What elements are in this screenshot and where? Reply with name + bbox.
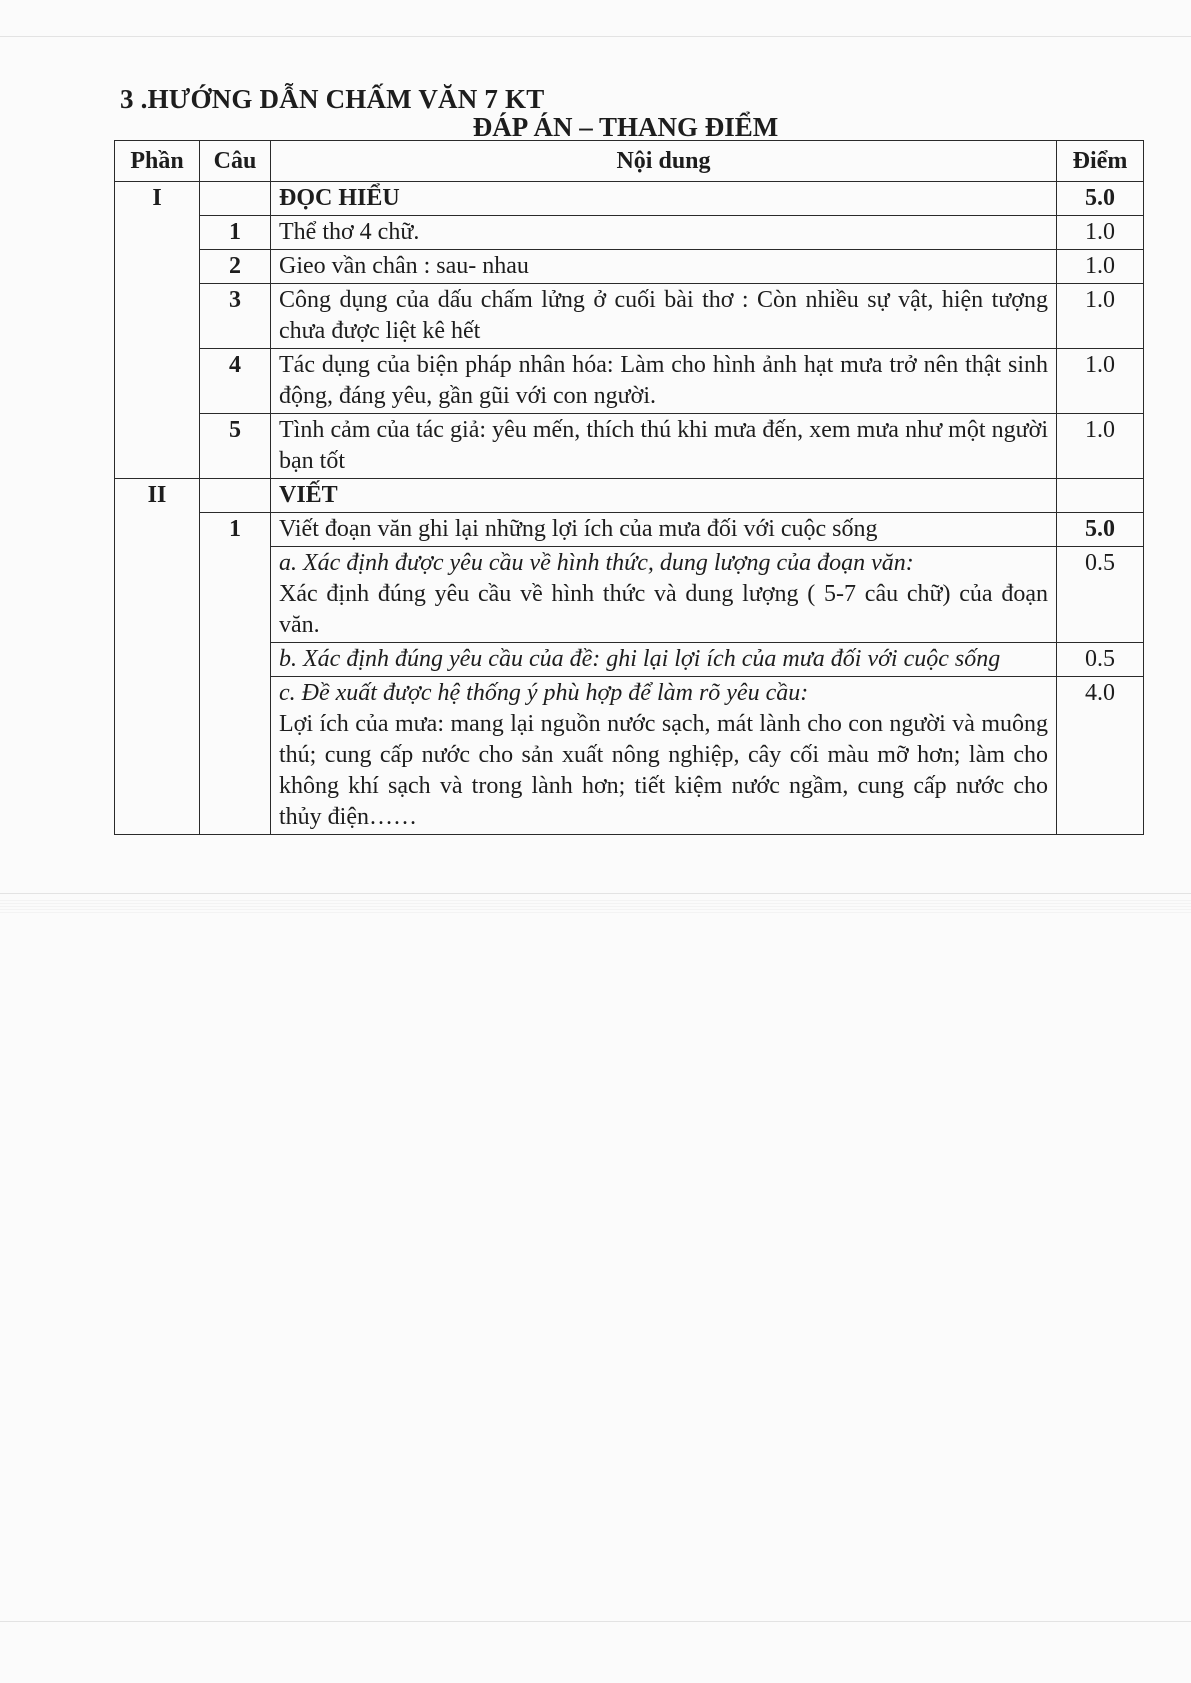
cau-cell: 3 xyxy=(200,284,271,349)
score-cell: 0.5 xyxy=(1057,643,1144,677)
criterion-a xyxy=(271,547,1057,643)
criterion-heading: a. Xác định được yêu cầu về hình thức, dung lượng của đoạn văn: xyxy=(279,550,914,576)
scan-artifact-line xyxy=(0,893,1191,894)
scan-artifact-line xyxy=(0,1621,1191,1622)
document-heading: 3 .HƯỚNG DẪN CHẤM VĂN 7 KT xyxy=(120,84,545,114)
part-title: ĐỌC HIỂU xyxy=(271,182,1057,216)
score-cell: 1.0 xyxy=(1057,349,1144,414)
cau-cell: 2 xyxy=(200,250,271,284)
header-phan: Phần xyxy=(115,141,200,182)
answer-content: Thể thơ 4 chữ. xyxy=(271,216,1057,250)
criterion-c xyxy=(271,677,1057,835)
table-row xyxy=(115,479,1144,513)
table-row xyxy=(115,182,1144,216)
criterion-b xyxy=(271,643,1057,677)
scan-artifact-line xyxy=(0,36,1191,37)
task-score: 5.0 xyxy=(1057,513,1144,547)
table-row xyxy=(115,677,1144,835)
score-cell: 1.0 xyxy=(1057,284,1144,349)
criterion-heading: c. Đề xuất được hệ thống ý phù hợp để làm rõ yêu cầu: xyxy=(279,680,809,706)
score-cell xyxy=(1057,479,1144,513)
answer-content: Tác dụng của biện pháp nhân hóa: Làm cho hình ảnh hạt mưa trở nên thật sinh động, đáng yêu, gần gũi với con người. xyxy=(271,349,1057,414)
part-title: VIẾT xyxy=(271,479,1057,513)
answer-content: Công dụng của dấu chấm lửng ở cuối bài thơ : Còn nhiều sự vật, hiện tượng chưa được liệt kê hết xyxy=(271,284,1057,349)
cau-cell xyxy=(200,182,271,216)
scan-artifact-band xyxy=(0,900,1191,914)
score-cell: 4.0 xyxy=(1057,677,1144,835)
part-score: 5.0 xyxy=(1057,182,1144,216)
table-row xyxy=(115,216,1144,250)
cau-cell: 1 xyxy=(200,513,271,547)
header-cau: Câu xyxy=(200,141,271,182)
header-noi-dung: Nội dung xyxy=(271,141,1057,182)
table-title: ĐÁP ÁN – THANG ĐIỂM xyxy=(472,112,779,142)
table-header-row xyxy=(115,141,1144,182)
cau-cell xyxy=(200,479,271,513)
header-diem: Điểm xyxy=(1057,141,1144,182)
cau-cell: 4 xyxy=(200,349,271,414)
answer-key-table xyxy=(114,140,1144,835)
table-row xyxy=(115,414,1144,479)
score-cell: 0.5 xyxy=(1057,547,1144,643)
score-cell: 1.0 xyxy=(1057,216,1144,250)
table-row xyxy=(115,513,1144,547)
criterion-heading: b. Xác định đúng yêu cầu của đề: ghi lại lợi ích của mưa đối với cuộc sống xyxy=(279,646,1001,672)
part-label: I xyxy=(115,182,200,216)
score-cell: 1.0 xyxy=(1057,250,1144,284)
cau-cell: 5 xyxy=(200,414,271,479)
table-row xyxy=(115,547,1144,643)
answer-content: Tình cảm của tác giả: yêu mến, thích thú khi mưa đến, xem mưa như một người bạn tốt xyxy=(271,414,1057,479)
table-row xyxy=(115,250,1144,284)
table-row xyxy=(115,643,1144,677)
table-row xyxy=(115,349,1144,414)
part-label: II xyxy=(115,479,200,513)
criterion-body: Lợi ích của mưa: mang lại nguồn nước sạch, mát lành cho con người và muông thú; cung cấp nước cho sản xuất nông nghiệp, cây cối màu mỡ hơn; làm cho không khí sạch và trong lành hơn; tiết kiệm nước ngầm, cung cấp nước cho thủy điện…… xyxy=(279,711,1048,830)
answer-content: Gieo vần chân : sau- nhau xyxy=(271,250,1057,284)
writing-task: Viết đoạn văn ghi lại những lợi ích của mưa đối với cuộc sống xyxy=(271,513,1057,547)
table-row xyxy=(115,284,1144,349)
criterion-body: Xác định đúng yêu cầu về hình thức và dung lượng ( 5-7 câu chữ) của đoạn văn. xyxy=(279,581,1048,638)
cau-cell: 1 xyxy=(200,216,271,250)
score-cell: 1.0 xyxy=(1057,414,1144,479)
